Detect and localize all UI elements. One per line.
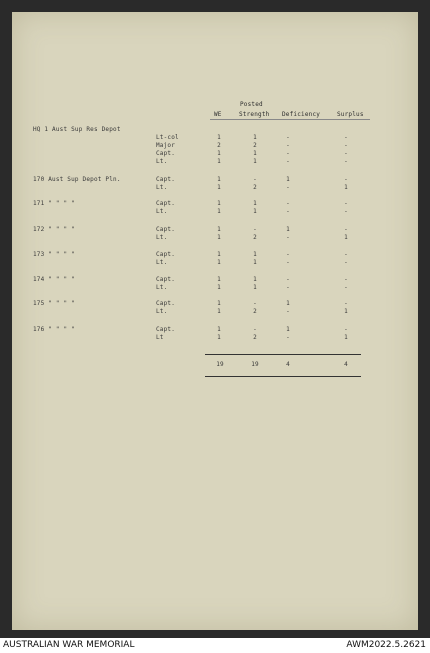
unit-name: 171 " " " "	[33, 200, 75, 207]
cell-str: 1	[253, 134, 257, 141]
cell-rank: Lt.	[156, 234, 168, 241]
unit-name: 175 " " " "	[33, 300, 75, 307]
cell-rank: Lt.	[156, 208, 168, 215]
totals-rule-top	[205, 354, 361, 355]
cell-def: -	[286, 334, 290, 341]
cell-str: 2	[253, 142, 257, 149]
cell-str: 1	[253, 259, 257, 266]
cell-sur: -	[344, 251, 348, 258]
cell-we: 1	[217, 334, 221, 341]
cell-rank: Major	[156, 142, 176, 149]
cell-def: -	[286, 200, 290, 207]
header-surplus: Surplus	[337, 111, 364, 118]
cell-def: 1	[286, 300, 290, 307]
total-we: 19	[216, 361, 224, 368]
cell-we: 1	[217, 158, 221, 165]
cell-we: 1	[217, 308, 221, 315]
header-we: WE	[214, 111, 222, 118]
footer-reference: AWM2022.5.2621	[346, 640, 426, 650]
cell-rank: Capt.	[156, 276, 176, 283]
cell-sur: -	[344, 150, 348, 157]
cell-sur: -	[344, 284, 348, 291]
document-page	[12, 12, 418, 630]
cell-sur: 1	[344, 184, 348, 191]
cell-we: 1	[217, 208, 221, 215]
cell-we: 1	[217, 300, 221, 307]
cell-str: 1	[253, 150, 257, 157]
cell-we: 1	[217, 184, 221, 191]
cell-def: -	[286, 308, 290, 315]
unit-name: 172 " " " "	[33, 226, 75, 233]
cell-rank: Lt	[156, 334, 164, 341]
cell-def: 1	[286, 326, 290, 333]
header-posted: Posted	[240, 101, 263, 108]
cell-rank: Lt.	[156, 308, 168, 315]
cell-we: 1	[217, 251, 221, 258]
cell-str: 1	[253, 251, 257, 258]
cell-str: -	[253, 326, 257, 333]
cell-def: -	[286, 208, 290, 215]
cell-str: 1	[253, 208, 257, 215]
cell-we: 1	[217, 150, 221, 157]
unit-name: 173 " " " "	[33, 251, 75, 258]
total-surplus: 4	[344, 361, 348, 368]
cell-rank: Capt.	[156, 150, 176, 157]
cell-sur: -	[344, 259, 348, 266]
cell-sur: -	[344, 158, 348, 165]
cell-we: 1	[217, 234, 221, 241]
cell-str: 1	[253, 200, 257, 207]
cell-we: 1	[217, 176, 221, 183]
cell-sur: -	[344, 176, 348, 183]
cell-str: 1	[253, 284, 257, 291]
cell-sur: -	[344, 276, 348, 283]
cell-str: 1	[253, 158, 257, 165]
cell-we: 1	[217, 284, 221, 291]
cell-rank: Lt.	[156, 284, 168, 291]
header-strength: Strength	[239, 111, 270, 118]
cell-we: 1	[217, 226, 221, 233]
cell-str: 2	[253, 334, 257, 341]
cell-rank: Lt.	[156, 259, 168, 266]
cell-we: 1	[217, 200, 221, 207]
cell-we: 1	[217, 276, 221, 283]
cell-def: -	[286, 259, 290, 266]
cell-rank: Capt.	[156, 200, 176, 207]
cell-sur: -	[344, 208, 348, 215]
cell-def: -	[286, 158, 290, 165]
footer-institution: AUSTRALIAN WAR MEMORIAL	[3, 640, 135, 650]
cell-sur: 1	[344, 334, 348, 341]
unit-name: 170 Aust Sup Depot Pln.	[33, 176, 121, 183]
total-strength: 19	[251, 361, 259, 368]
cell-str: -	[253, 226, 257, 233]
cell-we: 1	[217, 326, 221, 333]
cell-def: 1	[286, 226, 290, 233]
cell-we: 2	[217, 142, 221, 149]
cell-sur: 1	[344, 234, 348, 241]
totals-rule-bottom	[205, 376, 361, 377]
cell-rank: Capt.	[156, 300, 176, 307]
cell-sur: -	[344, 300, 348, 307]
cell-def: -	[286, 276, 290, 283]
cell-we: 1	[217, 259, 221, 266]
cell-sur: -	[344, 200, 348, 207]
cell-sur: -	[344, 226, 348, 233]
cell-def: -	[286, 284, 290, 291]
cell-str: -	[253, 300, 257, 307]
cell-str: 1	[253, 276, 257, 283]
cell-str: 2	[253, 308, 257, 315]
cell-rank: Lt-col	[156, 134, 179, 141]
cell-str: -	[253, 176, 257, 183]
cell-def: -	[286, 234, 290, 241]
cell-rank: Lt.	[156, 184, 168, 191]
cell-def: -	[286, 142, 290, 149]
cell-sur: -	[344, 326, 348, 333]
header-deficiency: Deficiency	[282, 111, 321, 118]
cell-def: -	[286, 184, 290, 191]
cell-rank: Capt.	[156, 326, 176, 333]
cell-rank: Capt.	[156, 251, 176, 258]
cell-str: 2	[253, 184, 257, 191]
archive-footer	[0, 638, 430, 653]
cell-sur: -	[344, 142, 348, 149]
unit-name: 176 " " " "	[33, 326, 75, 333]
cell-def: -	[286, 134, 290, 141]
cell-def: 1	[286, 176, 290, 183]
cell-def: -	[286, 251, 290, 258]
cell-rank: Capt.	[156, 176, 176, 183]
cell-sur: -	[344, 134, 348, 141]
cell-rank: Capt.	[156, 226, 176, 233]
header-underline	[210, 119, 370, 120]
cell-sur: 1	[344, 308, 348, 315]
cell-rank: Lt.	[156, 158, 168, 165]
unit-name: HQ 1 Aust Sup Res Depot	[33, 126, 121, 133]
cell-we: 1	[217, 134, 221, 141]
total-deficiency: 4	[286, 361, 290, 368]
cell-def: -	[286, 150, 290, 157]
cell-str: 2	[253, 234, 257, 241]
unit-name: 174 " " " "	[33, 276, 75, 283]
